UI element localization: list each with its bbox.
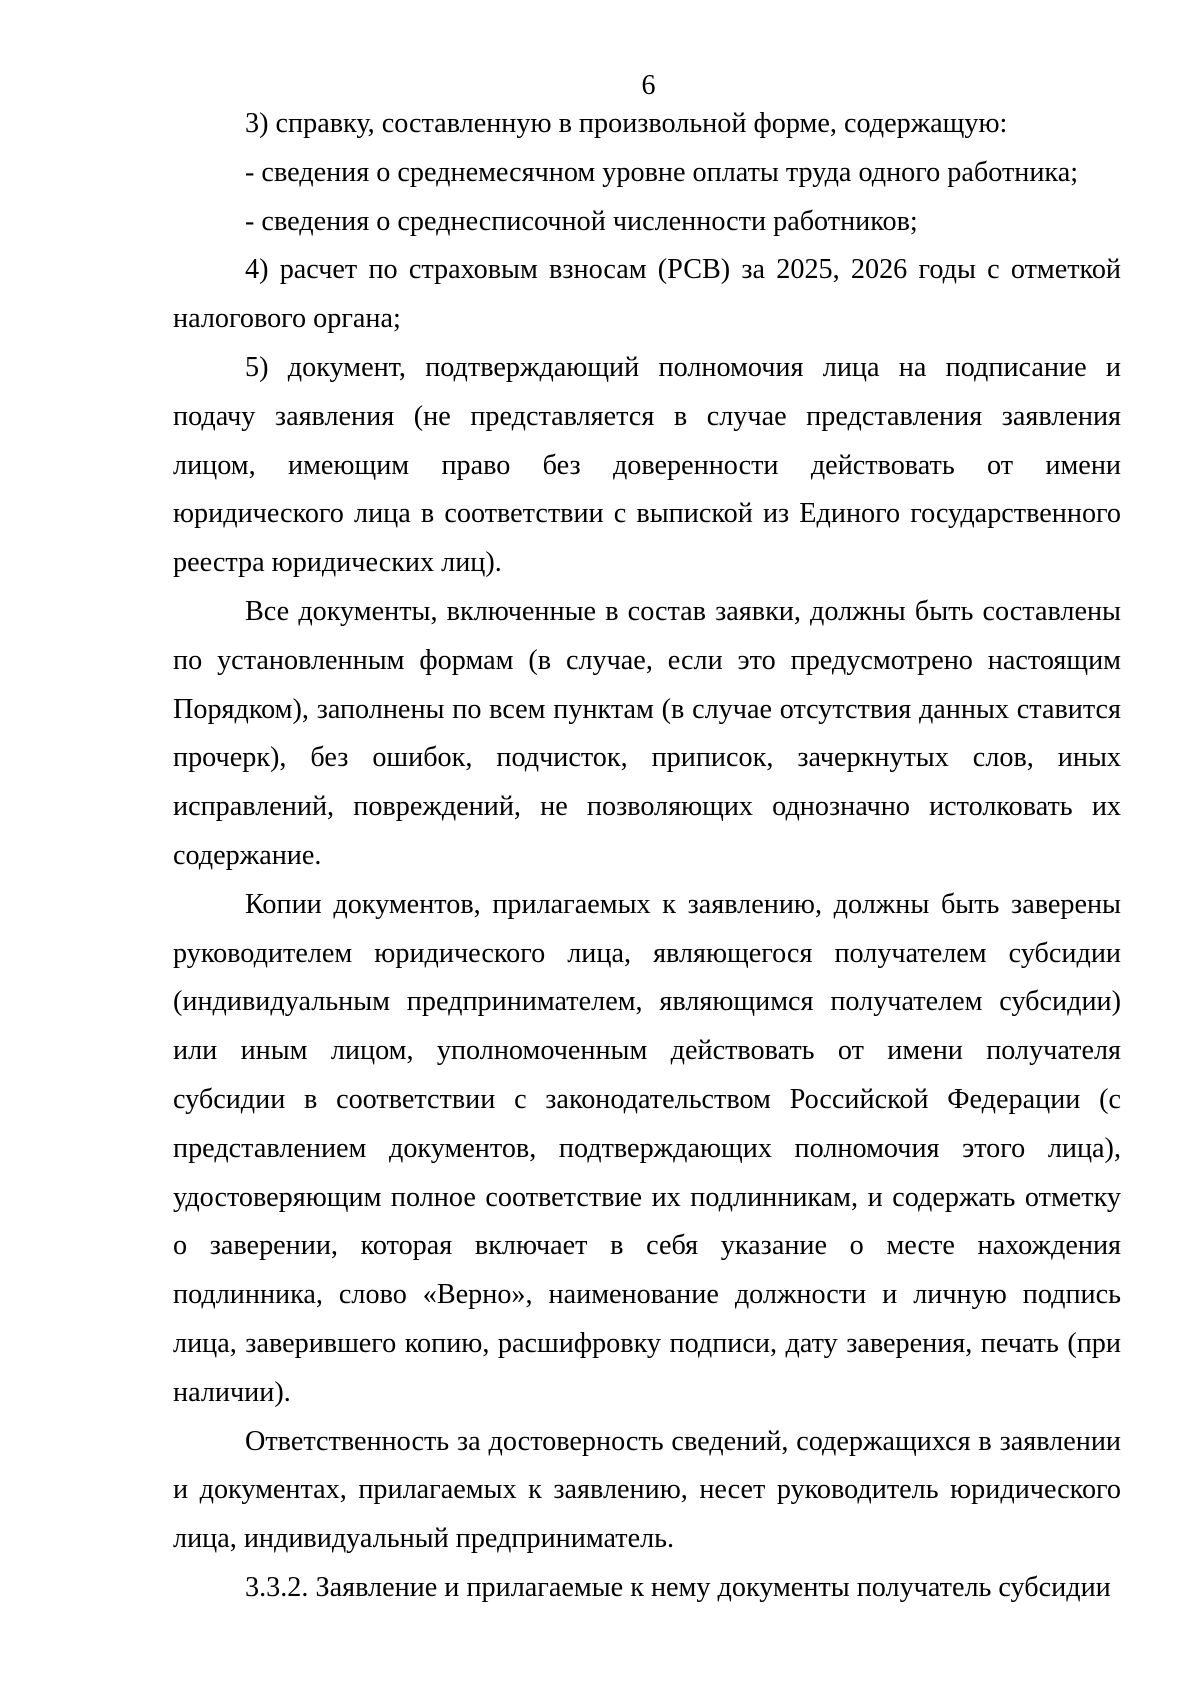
paragraph-item-3: 3) справку, составленную в произвольной форме, содержащую: [245,108,1008,139]
paragraph-item-5: 5) документ, подтверждающий полномочия лица на подписание и подачу заявления (не представляется в случае представления заявления лицом, имеющим право без доверенности действовать от имени юридического лица в соответствии с выпиской из Единого государственного реестра юридических лиц). [173,351,1121,579]
paragraph-responsibility: Ответственность за достоверность сведений, содержащихся в заявлении и документах, прилагаемых к заявлению, несет руководитель юридического лица, индивидуальный предприниматель. [173,1425,1121,1555]
paragraph-wage-info: - сведения о среднемесячном уровне оплаты труда одного работника; [245,156,1079,188]
paragraph-section-3-3-2: 3.3.2. Заявление и прилагаемые к нему документы получатель субсидии [245,1571,1111,1603]
paragraph-headcount-info: - сведения о среднесписочной численности работников; [245,205,918,237]
paragraph-copy-certification: Копии документов, прилагаемых к заявлению, должны быть заверены руководителем юридического лица, являющегося получателем субсидии (индивидуальным предпринимателем, являющимся получателем субсидии) или иным лицом, уполномоченным действовать от имени получателя субсидии в соответствии с законодательством Российской Федерации (с представлением документов, подтверждающих полномочия этого лица), удостоверяющим полное соответствие их подлинникам, и содержать отметку о заверении, которая включает в себя указание о месте нахождения подлинника, слово «Верно», наименование должности и личную подпись лица, заверившего копию, расшифровку подписи, дату заверения, печать (при наличии). [173,888,1121,1408]
page-number: 6 [641,70,656,101]
paragraph-document-requirements: Все документы, включенные в состав заявки, должны быть составлены по установленным формам (в случае, если это предусмотрено настоящим Порядком), заполнены по всем пунктам (в случае отсутствия данных ставится прочерк), без ошибок, подчисток, приписок, зачеркнутых слов, иных исправлений, повреждений, не позволяющих однозначно истолковать их содержание. [173,595,1121,871]
document-body [173,100,1121,1613]
paragraph-item-4: 4) расчет по страховым взносам (РСВ) за 2025, 2026 годы с отметкой налогового органа; [173,254,1121,335]
